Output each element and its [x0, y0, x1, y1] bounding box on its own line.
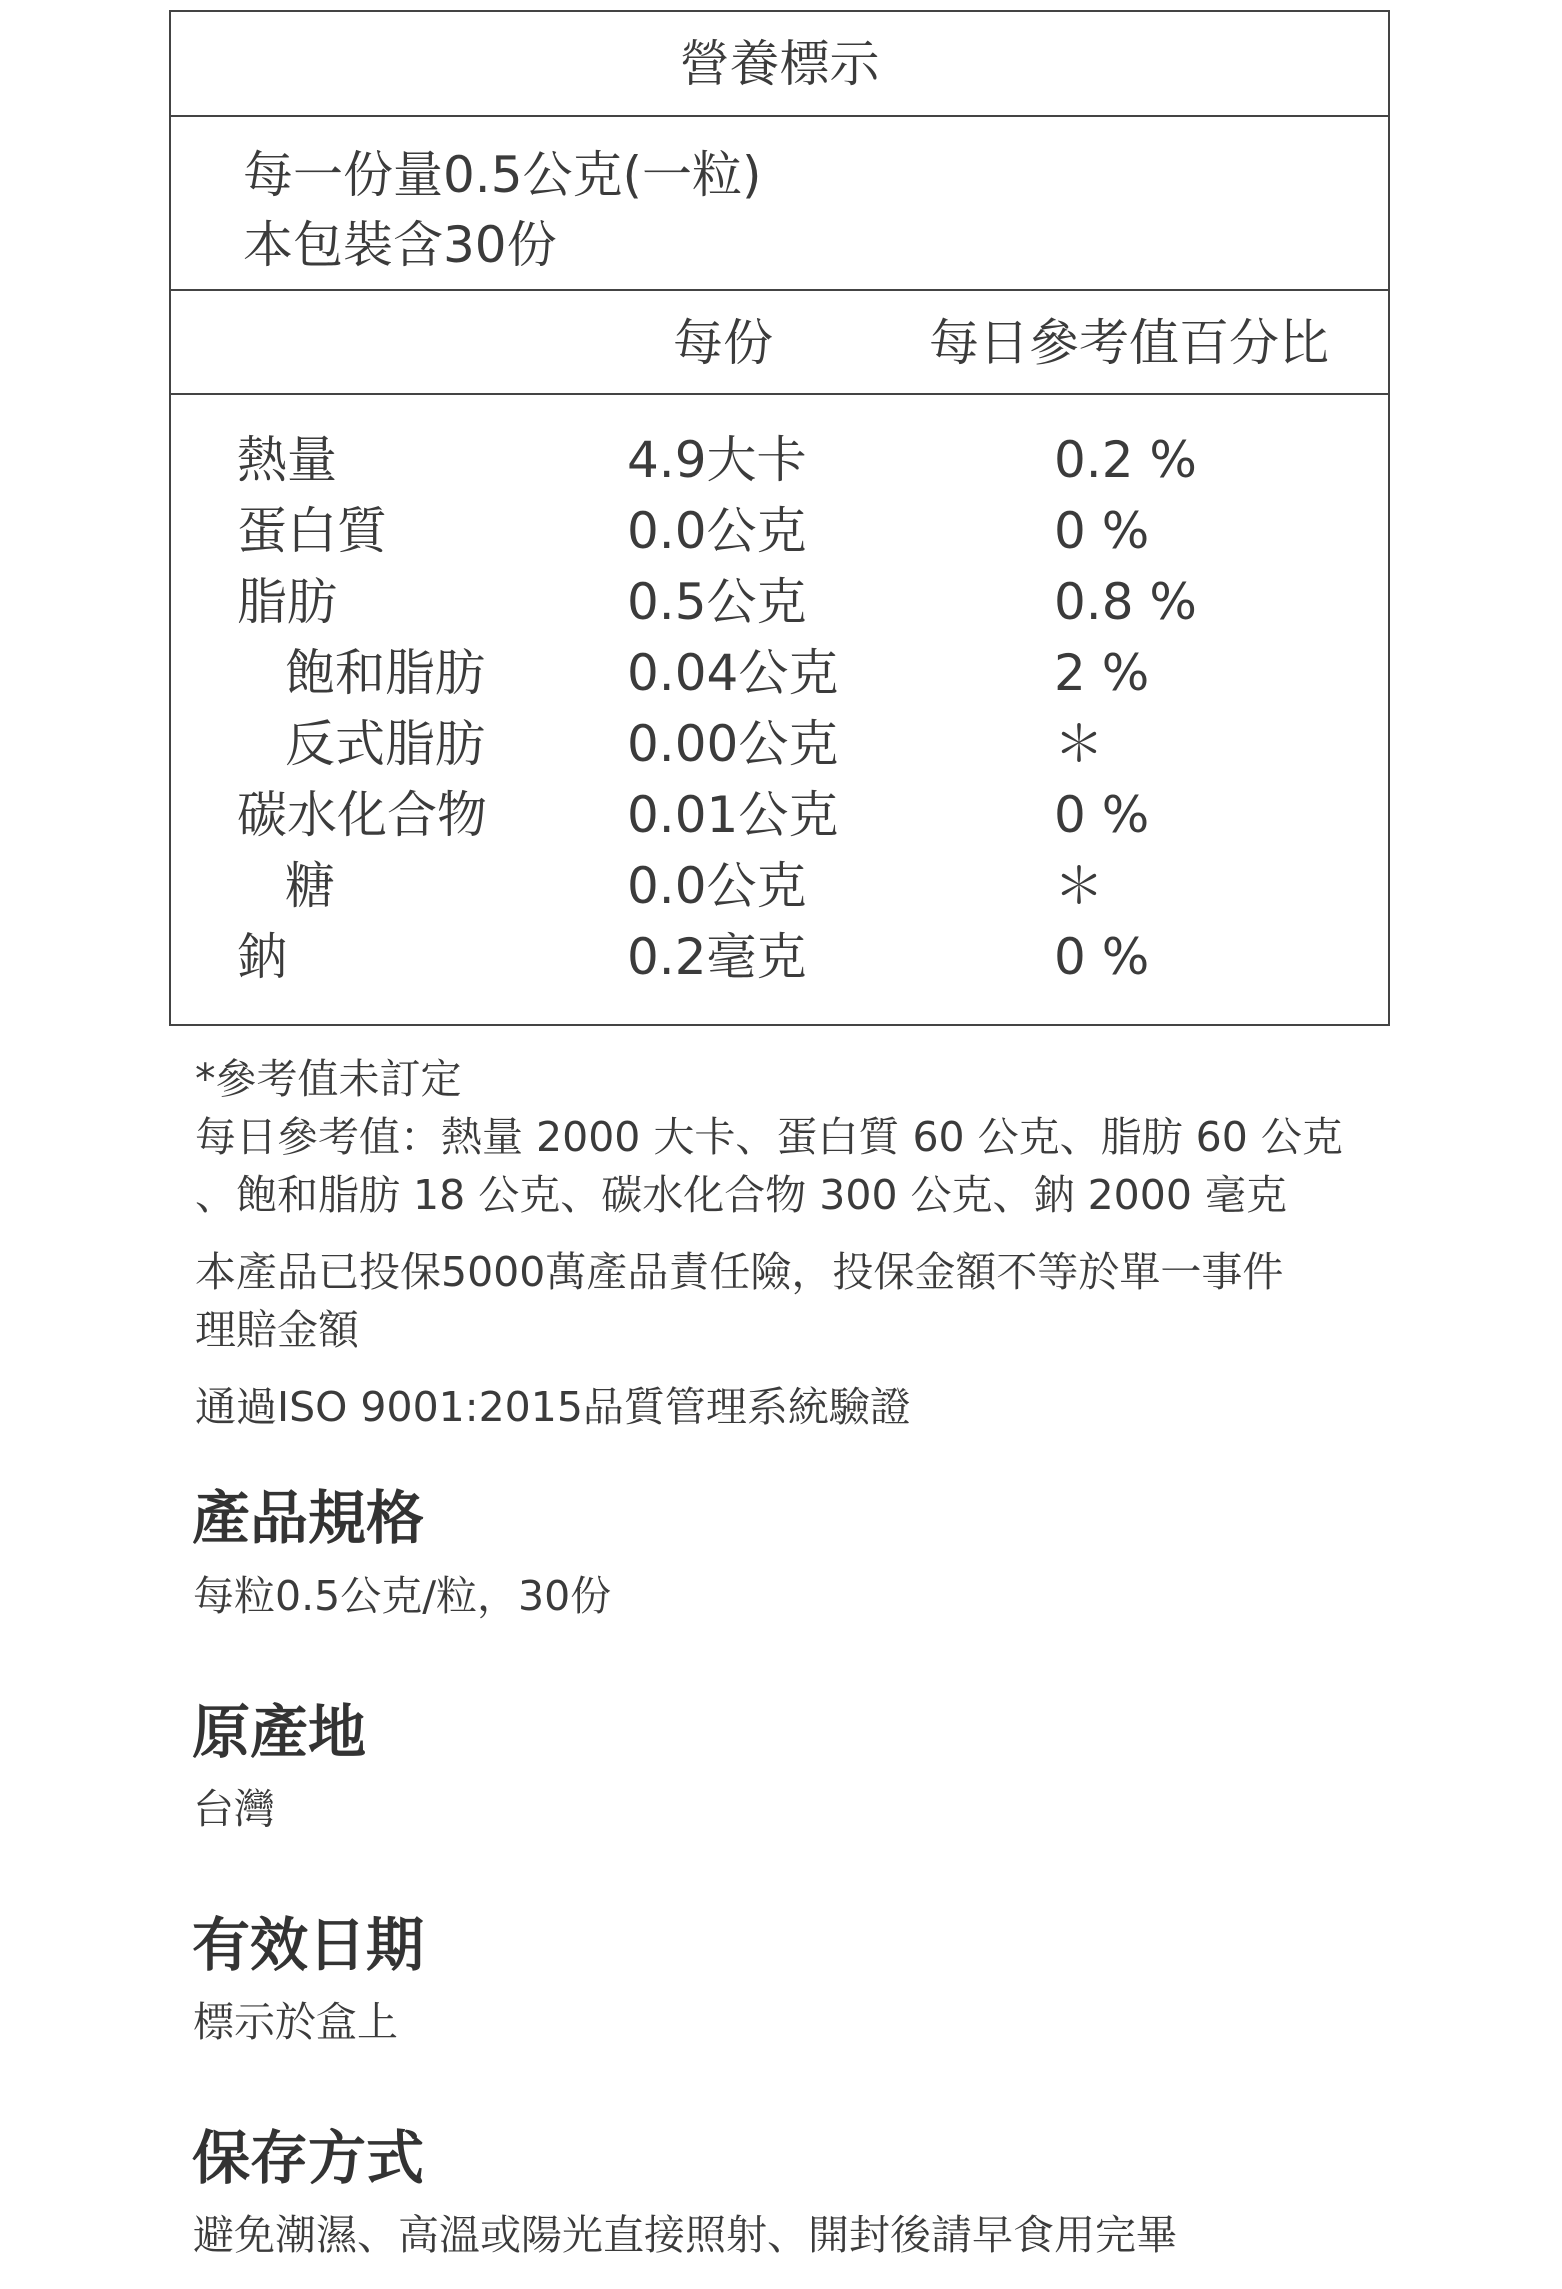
nutrient-name: 反式脂肪: [285, 715, 485, 773]
nutrition-title: 營養標示: [679, 35, 880, 93]
nutrient-row-sugar: [171, 858, 1388, 929]
nutrient-amount: 0.5公克: [627, 573, 807, 631]
serving-info-row: [171, 117, 1388, 291]
nutrient-row-energy: [171, 432, 1388, 503]
spec-heading: 產品規格: [192, 1484, 425, 1552]
storage-body: 避免潮濕、高溫或陽光直接照射、開封後請早食用完畢: [193, 2211, 1177, 2259]
serving-size: 每一份量0.5公克(一粒): [243, 146, 762, 204]
insurance-line-1: 本產品已投保5000萬產品責任險，投保金額不等於單一事件: [195, 1248, 1284, 1296]
nutrient-name: 鈉: [237, 928, 287, 986]
nutrient-name: 碳水化合物: [237, 786, 487, 844]
footnote: *參考值未訂定: [195, 1055, 462, 1103]
column-header-daily-value: 每日參考值百分比: [929, 314, 1329, 372]
nutrient-row-fat: [171, 574, 1388, 645]
servings-per-package: 本包裝含30份: [243, 216, 557, 274]
nutrient-amount: 0.0公克: [627, 857, 807, 915]
nutrient-name: 飽和脂肪: [285, 644, 485, 702]
spec-body: 每粒0.5公克/粒，30份: [193, 1572, 612, 1620]
nutrient-daily-value: 0 %: [1054, 786, 1150, 844]
nutrition-facts-table: [169, 10, 1390, 1026]
nutrient-row-sodium: [171, 929, 1388, 1000]
nutrient-amount: 0.00公克: [627, 715, 839, 773]
column-header-per-serving: 每份: [673, 314, 773, 372]
origin-body: 台灣: [193, 1785, 275, 1833]
nutrient-daily-value: ＊: [1054, 857, 1104, 915]
nutrient-row-protein: [171, 503, 1388, 574]
nutrient-row-saturated-fat: [171, 645, 1388, 716]
nutrient-name: 熱量: [237, 431, 337, 489]
nutrient-row-carbohydrate: [171, 787, 1388, 858]
nutrient-amount: 0.2毫克: [627, 928, 807, 986]
nutrient-daily-value: 0 %: [1054, 502, 1150, 560]
nutrient-name: 蛋白質: [237, 502, 387, 560]
expiry-body: 標示於盒上: [193, 1998, 398, 2046]
storage-heading: 保存方式: [192, 2124, 425, 2192]
nutrient-amount: 0.01公克: [627, 786, 839, 844]
nutrient-amount: 4.9大卡: [627, 431, 807, 489]
nutrient-daily-value: 0.8 %: [1054, 573, 1197, 631]
insurance-line-2: 理賠金額: [195, 1306, 359, 1354]
expiry-heading: 有效日期: [192, 1911, 425, 1979]
nutrient-amount: 0.04公克: [627, 644, 839, 702]
daily-reference-line-1: 每日參考值：熱量 2000 大卡、蛋白質 60 公克、脂肪 60 公克: [195, 1113, 1343, 1161]
nutrient-daily-value: ＊: [1054, 715, 1104, 773]
nutrient-name: 脂肪: [237, 573, 337, 631]
nutrient-daily-value: 2 %: [1054, 644, 1150, 702]
nutrient-daily-value: 0.2 %: [1054, 431, 1197, 489]
nutrient-row-trans-fat: [171, 716, 1388, 787]
daily-reference-line-2: 、飽和脂肪 18 公克、碳水化合物 300 公克、鈉 2000 毫克: [195, 1171, 1287, 1219]
nutrient-name: 糖: [285, 857, 335, 915]
iso-certification: 通過ISO 9001:2015品質管理系統驗證: [195, 1383, 911, 1431]
column-header-row: [171, 291, 1388, 395]
nutrient-daily-value: 0 %: [1054, 928, 1150, 986]
nutrition-title-row: [171, 12, 1388, 117]
nutrient-amount: 0.0公克: [627, 502, 807, 560]
origin-heading: 原產地: [192, 1698, 367, 1766]
